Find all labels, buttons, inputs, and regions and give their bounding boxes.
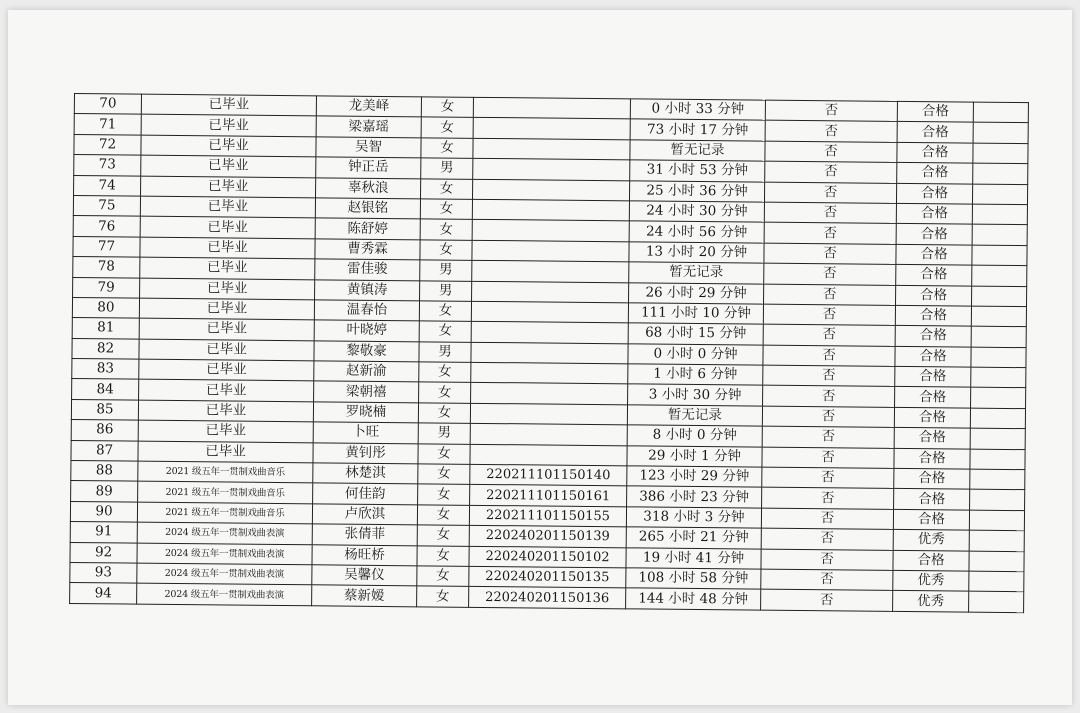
remark-cell bbox=[971, 367, 1026, 388]
student-name-cell: 卜旺 bbox=[313, 422, 418, 443]
grade-result-cell: 优秀 bbox=[893, 570, 969, 591]
grade-result-cell: 优秀 bbox=[893, 530, 969, 551]
gender-cell: 女 bbox=[418, 443, 470, 464]
study-duration-cell: 24 小时 30 分钟 bbox=[629, 201, 764, 223]
class-name-cell: 2021 级五年一贯制戏曲音乐 bbox=[138, 482, 313, 504]
class-name-cell: 已毕业 bbox=[140, 257, 315, 279]
gender-cell: 女 bbox=[417, 525, 469, 546]
student-id-cell bbox=[473, 138, 630, 160]
student-name-cell: 陈舒婷 bbox=[315, 218, 420, 239]
study-duration-cell: 1 小时 6 分钟 bbox=[628, 364, 763, 386]
grade-result-cell: 合格 bbox=[894, 468, 970, 489]
row-number-cell: 75 bbox=[73, 195, 140, 216]
grade-result-cell: 合格 bbox=[893, 509, 969, 530]
student-name-cell: 张倩菲 bbox=[312, 524, 417, 545]
remark-cell bbox=[970, 449, 1025, 470]
student-name-cell: 吴馨仪 bbox=[312, 565, 417, 586]
gender-cell: 男 bbox=[418, 423, 470, 444]
grade-result-cell: 合格 bbox=[895, 305, 971, 326]
grade-result-cell: 合格 bbox=[895, 346, 971, 367]
student-name-cell: 林楚淇 bbox=[313, 463, 418, 484]
flag-no-cell: 否 bbox=[762, 488, 894, 510]
row-number-cell: 89 bbox=[71, 481, 138, 502]
study-duration-cell: 318 小时 3 分钟 bbox=[626, 507, 761, 529]
grade-result-cell: 合格 bbox=[895, 326, 971, 347]
flag-no-cell: 否 bbox=[763, 345, 895, 367]
flag-no-cell: 否 bbox=[762, 426, 894, 448]
student-id-cell bbox=[471, 362, 628, 384]
table-body bbox=[70, 94, 1029, 613]
study-duration-cell: 19 小时 41 分钟 bbox=[626, 547, 761, 569]
remark-cell bbox=[971, 306, 1026, 327]
row-number-cell: 92 bbox=[70, 542, 137, 563]
student-name-cell: 黄镇涛 bbox=[315, 279, 420, 300]
student-name-cell: 蔡新嫒 bbox=[312, 585, 417, 606]
student-id-cell bbox=[470, 403, 627, 425]
flag-no-cell: 否 bbox=[761, 508, 893, 530]
gender-cell: 女 bbox=[419, 382, 471, 403]
student-id-cell bbox=[472, 179, 629, 201]
grade-result-cell: 合格 bbox=[894, 407, 970, 428]
gender-cell: 女 bbox=[418, 464, 470, 485]
gender-cell: 女 bbox=[417, 586, 469, 607]
gender-cell: 男 bbox=[420, 260, 472, 281]
flag-no-cell: 否 bbox=[761, 549, 893, 571]
row-number-cell: 93 bbox=[70, 562, 137, 583]
student-id-cell bbox=[471, 301, 628, 323]
gender-cell: 女 bbox=[419, 321, 471, 342]
study-duration-cell: 73 小时 17 分钟 bbox=[630, 119, 765, 141]
flag-no-cell: 否 bbox=[764, 284, 896, 306]
remark-cell bbox=[969, 551, 1024, 572]
flag-no-cell: 否 bbox=[761, 528, 893, 550]
study-duration-cell: 13 小时 20 分钟 bbox=[629, 242, 764, 264]
flag-no-cell: 否 bbox=[764, 202, 896, 224]
grade-result-cell: 合格 bbox=[897, 142, 973, 163]
student-id-cell bbox=[472, 199, 629, 221]
grade-result-cell: 合格 bbox=[894, 489, 970, 510]
student-id-cell: 220240201150135 bbox=[469, 566, 626, 588]
remark-cell bbox=[973, 102, 1028, 123]
student-name-cell: 黎敬豪 bbox=[314, 341, 419, 362]
remark-cell bbox=[971, 347, 1026, 368]
row-number-cell: 80 bbox=[72, 297, 139, 318]
row-number-cell: 85 bbox=[71, 399, 138, 420]
class-name-cell: 已毕业 bbox=[140, 196, 315, 218]
class-name-cell: 已毕业 bbox=[138, 420, 313, 442]
student-id-cell bbox=[473, 97, 630, 119]
student-name-cell: 叶晓婷 bbox=[314, 320, 419, 341]
grade-result-cell: 合格 bbox=[895, 366, 971, 387]
student-name-cell: 赵新渝 bbox=[314, 361, 419, 382]
student-name-cell: 曹秀霖 bbox=[315, 239, 420, 260]
student-id-cell bbox=[471, 342, 628, 364]
class-name-cell: 已毕业 bbox=[138, 400, 313, 422]
student-name-cell: 钟正岳 bbox=[316, 157, 421, 178]
remark-cell bbox=[970, 490, 1025, 511]
study-duration-cell: 8 小时 0 分钟 bbox=[627, 425, 762, 447]
class-name-cell: 已毕业 bbox=[139, 339, 314, 361]
student-name-cell: 辜秋浪 bbox=[316, 177, 421, 198]
student-name-cell: 卢欣淇 bbox=[312, 504, 417, 525]
study-duration-cell: 144 小时 48 分钟 bbox=[626, 588, 761, 610]
remark-cell bbox=[973, 123, 1028, 144]
grade-result-cell: 合格 bbox=[896, 265, 972, 286]
row-number-cell: 94 bbox=[70, 583, 137, 604]
remark-cell bbox=[972, 224, 1027, 245]
student-id-cell: 220240201150139 bbox=[469, 526, 626, 548]
study-duration-cell: 108 小时 58 分钟 bbox=[626, 568, 761, 590]
row-number-cell: 90 bbox=[70, 501, 137, 522]
row-number-cell: 88 bbox=[71, 461, 138, 482]
class-name-cell: 已毕业 bbox=[141, 176, 316, 198]
student-name-cell: 何佳韵 bbox=[313, 483, 418, 504]
remark-cell bbox=[973, 143, 1028, 164]
row-number-cell: 91 bbox=[70, 522, 137, 543]
gender-cell: 男 bbox=[419, 342, 471, 363]
class-name-cell: 已毕业 bbox=[139, 380, 314, 402]
student-id-cell bbox=[470, 424, 627, 446]
flag-no-cell: 否 bbox=[762, 447, 894, 469]
remark-cell bbox=[973, 163, 1028, 184]
class-name-cell: 2021 级五年一贯制戏曲音乐 bbox=[137, 502, 312, 524]
flag-no-cell: 否 bbox=[763, 304, 895, 326]
remark-cell bbox=[971, 286, 1026, 307]
class-name-cell: 已毕业 bbox=[140, 237, 315, 259]
study-duration-cell: 暂无记录 bbox=[630, 140, 765, 162]
study-duration-cell: 0 小时 0 分钟 bbox=[628, 344, 763, 366]
grade-result-cell: 合格 bbox=[897, 122, 973, 143]
flag-no-cell: 否 bbox=[763, 365, 895, 387]
student-id-cell bbox=[473, 159, 630, 181]
gender-cell: 女 bbox=[420, 219, 472, 240]
student-id-cell: 220211101150140 bbox=[470, 464, 627, 486]
gender-cell: 女 bbox=[421, 138, 473, 159]
student-id-cell: 220240201150136 bbox=[469, 587, 626, 609]
flag-no-cell: 否 bbox=[762, 406, 894, 428]
student-name-cell: 雷佳骏 bbox=[315, 259, 420, 280]
class-name-cell: 已毕业 bbox=[139, 359, 314, 381]
student-name-cell: 梁嘉瑶 bbox=[316, 116, 421, 137]
study-duration-cell: 265 小时 21 分钟 bbox=[626, 527, 761, 549]
student-name-cell: 梁朝禧 bbox=[314, 381, 419, 402]
row-number-cell: 71 bbox=[74, 114, 141, 135]
flag-no-cell: 否 bbox=[765, 141, 897, 163]
row-number-cell: 81 bbox=[72, 318, 139, 339]
class-name-cell: 已毕业 bbox=[139, 298, 314, 320]
gender-cell: 女 bbox=[419, 301, 471, 322]
grade-result-cell: 合格 bbox=[897, 101, 973, 122]
student-id-cell: 220211101150161 bbox=[470, 485, 627, 507]
class-name-cell: 2021 级五年一贯制戏曲音乐 bbox=[138, 461, 313, 483]
grade-result-cell: 合格 bbox=[896, 244, 972, 265]
study-duration-cell: 29 小时 1 分钟 bbox=[627, 445, 762, 467]
gender-cell: 女 bbox=[417, 545, 469, 566]
class-name-cell: 已毕业 bbox=[141, 135, 316, 157]
row-number-cell: 87 bbox=[71, 440, 138, 461]
flag-no-cell: 否 bbox=[764, 263, 896, 285]
flag-no-cell: 否 bbox=[764, 182, 896, 204]
class-name-cell: 2024 级五年一贯制戏曲表演 bbox=[137, 563, 312, 585]
student-id-cell bbox=[472, 281, 629, 303]
study-duration-cell: 暂无记录 bbox=[627, 405, 762, 427]
roster-sheet bbox=[69, 93, 1029, 613]
row-number-cell: 73 bbox=[74, 155, 141, 176]
row-number-cell: 70 bbox=[74, 94, 141, 115]
student-id-cell bbox=[472, 260, 629, 282]
flag-no-cell: 否 bbox=[762, 467, 894, 489]
gender-cell: 女 bbox=[421, 97, 473, 118]
class-name-cell: 已毕业 bbox=[141, 94, 316, 116]
student-name-cell: 黄钊彤 bbox=[313, 442, 418, 463]
flag-no-cell: 否 bbox=[761, 569, 893, 591]
flag-no-cell: 否 bbox=[764, 222, 896, 244]
study-duration-cell: 123 小时 29 分钟 bbox=[627, 466, 762, 488]
remark-cell bbox=[971, 388, 1026, 409]
grade-result-cell: 合格 bbox=[896, 203, 972, 224]
row-number-cell: 86 bbox=[71, 420, 138, 441]
remark-cell bbox=[972, 184, 1027, 205]
study-duration-cell: 31 小时 53 分钟 bbox=[630, 160, 765, 182]
class-name-cell: 已毕业 bbox=[141, 155, 316, 177]
student-name-cell: 吴智 bbox=[316, 137, 421, 158]
flag-no-cell: 否 bbox=[765, 100, 897, 122]
row-number-cell: 74 bbox=[74, 175, 141, 196]
grade-result-cell: 合格 bbox=[896, 183, 972, 204]
student-name-cell: 龙美峄 bbox=[316, 96, 421, 117]
flag-no-cell: 否 bbox=[761, 589, 893, 611]
student-id-cell: 220240201150102 bbox=[469, 546, 626, 568]
class-name-cell: 已毕业 bbox=[138, 441, 313, 463]
flag-no-cell: 否 bbox=[763, 324, 895, 346]
study-duration-cell: 386 小时 23 分钟 bbox=[627, 486, 762, 508]
gender-cell: 女 bbox=[421, 178, 473, 199]
remark-cell bbox=[969, 510, 1024, 531]
class-name-cell: 已毕业 bbox=[141, 115, 316, 137]
remark-cell bbox=[970, 428, 1025, 449]
gender-cell: 男 bbox=[421, 158, 473, 179]
student-id-cell bbox=[472, 220, 629, 242]
study-duration-cell: 3 小时 30 分钟 bbox=[628, 384, 763, 406]
study-duration-cell: 26 小时 29 分钟 bbox=[629, 282, 764, 304]
row-number-cell: 83 bbox=[72, 359, 139, 380]
grade-result-cell: 合格 bbox=[893, 550, 969, 571]
gender-cell: 女 bbox=[421, 117, 473, 138]
grade-result-cell: 合格 bbox=[895, 285, 971, 306]
row-number-cell: 79 bbox=[73, 277, 140, 298]
remark-cell bbox=[972, 245, 1027, 266]
student-table bbox=[69, 93, 1029, 613]
row-number-cell: 78 bbox=[73, 257, 140, 278]
student-name-cell: 杨旺桥 bbox=[312, 544, 417, 565]
gender-cell: 女 bbox=[417, 505, 469, 526]
remark-cell bbox=[969, 591, 1024, 612]
document-page bbox=[8, 10, 1072, 705]
grade-result-cell: 合格 bbox=[897, 163, 973, 184]
row-number-cell: 84 bbox=[72, 379, 139, 400]
gender-cell: 女 bbox=[420, 199, 472, 220]
gender-cell: 男 bbox=[420, 280, 472, 301]
remark-cell bbox=[972, 265, 1027, 286]
student-id-cell bbox=[472, 240, 629, 262]
grade-result-cell: 合格 bbox=[896, 224, 972, 245]
student-id-cell bbox=[470, 444, 627, 466]
gender-cell: 女 bbox=[420, 240, 472, 261]
row-number-cell: 77 bbox=[73, 236, 140, 257]
class-name-cell: 已毕业 bbox=[140, 278, 315, 300]
study-duration-cell: 0 小时 33 分钟 bbox=[630, 99, 765, 121]
grade-result-cell: 合格 bbox=[894, 448, 970, 469]
remark-cell bbox=[969, 571, 1024, 592]
grade-result-cell: 合格 bbox=[895, 387, 971, 408]
student-name-cell: 赵银铭 bbox=[315, 198, 420, 219]
flag-no-cell: 否 bbox=[763, 386, 895, 408]
study-duration-cell: 25 小时 36 分钟 bbox=[629, 180, 764, 202]
student-id-cell bbox=[471, 322, 628, 344]
gender-cell: 女 bbox=[419, 362, 471, 383]
grade-result-cell: 合格 bbox=[894, 428, 970, 449]
row-number-cell: 72 bbox=[74, 134, 141, 155]
remark-cell bbox=[972, 204, 1027, 225]
row-number-cell: 76 bbox=[73, 216, 140, 237]
class-name-cell: 2024 级五年一贯制戏曲表演 bbox=[137, 522, 312, 544]
flag-no-cell: 否 bbox=[764, 243, 896, 265]
remark-cell bbox=[970, 408, 1025, 429]
student-name-cell: 罗晓楠 bbox=[313, 402, 418, 423]
remark-cell bbox=[971, 326, 1026, 347]
student-id-cell bbox=[471, 383, 628, 405]
flag-no-cell: 否 bbox=[765, 161, 897, 183]
gender-cell: 女 bbox=[418, 484, 470, 505]
class-name-cell: 已毕业 bbox=[140, 216, 315, 238]
class-name-cell: 2024 级五年一贯制戏曲表演 bbox=[137, 543, 312, 565]
study-duration-cell: 111 小时 10 分钟 bbox=[628, 303, 763, 325]
study-duration-cell: 暂无记录 bbox=[629, 262, 764, 284]
gender-cell: 女 bbox=[417, 566, 469, 587]
study-duration-cell: 24 小时 56 分钟 bbox=[629, 221, 764, 243]
student-name-cell: 温春怡 bbox=[314, 300, 419, 321]
class-name-cell: 2024 级五年一贯制戏曲表演 bbox=[137, 584, 312, 606]
grade-result-cell: 优秀 bbox=[893, 591, 969, 612]
student-id-cell: 220211101150155 bbox=[469, 505, 626, 527]
class-name-cell: 已毕业 bbox=[139, 318, 314, 340]
remark-cell bbox=[969, 530, 1024, 551]
flag-no-cell: 否 bbox=[765, 121, 897, 143]
remark-cell bbox=[970, 469, 1025, 490]
student-id-cell bbox=[473, 118, 630, 140]
study-duration-cell: 68 小时 15 分钟 bbox=[628, 323, 763, 345]
row-number-cell: 82 bbox=[72, 338, 139, 359]
gender-cell: 女 bbox=[418, 403, 470, 424]
